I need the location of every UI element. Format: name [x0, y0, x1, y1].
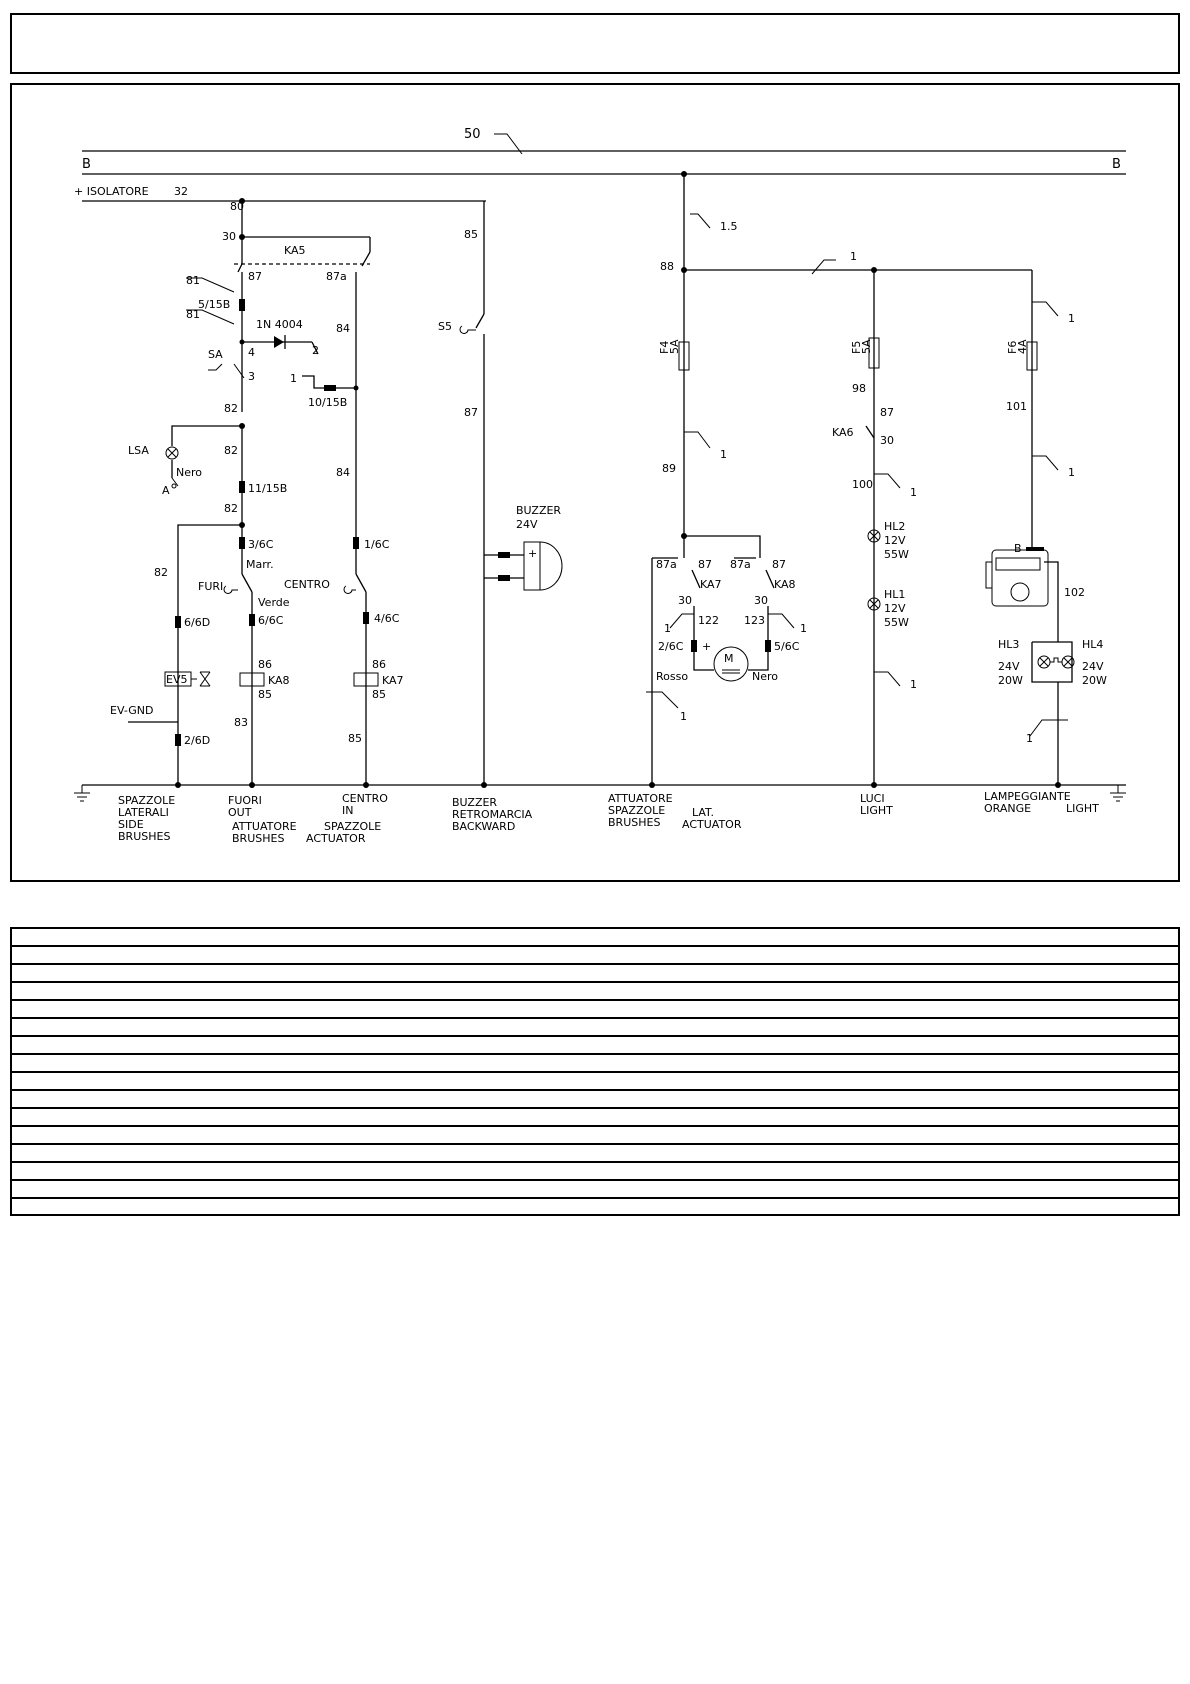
connector-1-6c [353, 537, 359, 549]
sa-2-label: 2 [312, 344, 319, 357]
table-row [12, 947, 1178, 965]
buzzer-voltage-label: 24V [516, 518, 538, 531]
caption-7-line-3: LIGHT [1066, 802, 1099, 815]
wire-84b-label: 84 [336, 466, 350, 479]
caption-2-line-2: OUT [228, 806, 252, 819]
fuse-f5-rating: 5A [860, 339, 873, 354]
hl1-voltage: 12V [884, 602, 906, 615]
wire-89-label: 89 [662, 462, 676, 475]
connector-2-6d [175, 734, 181, 746]
wire-83-label: 83 [234, 716, 248, 729]
fuse-f4-label: F4 [658, 340, 671, 354]
wire-82d-label: 82 [154, 566, 168, 579]
connector-6-6d [175, 616, 181, 628]
caption-1-line-4: BRUSHES [118, 830, 171, 843]
connector-11-15b [239, 481, 245, 493]
wiring-diagram-frame [10, 83, 1180, 882]
ka8-86-label: 86 [258, 658, 272, 671]
furi-switch-actuator [224, 586, 238, 593]
table-row [12, 1109, 1178, 1127]
wire-1-5-label: 1.5 [720, 220, 738, 233]
connector-4-6c-label: 4/6C [374, 612, 400, 625]
power-bus [74, 127, 1126, 201]
wire-1-label-a: 1 [850, 250, 857, 263]
flasher-knob [1011, 583, 1029, 601]
circuit-captions [118, 790, 1099, 845]
wire-1-label-b: 1 [720, 448, 727, 461]
table-row [12, 1163, 1178, 1181]
table-row [12, 1073, 1178, 1091]
wire-88-label: 88 [660, 260, 674, 273]
wire-102-label: 102 [1064, 586, 1085, 599]
caption-6-line-2: LIGHT [860, 804, 893, 817]
lights-circuit [832, 267, 917, 788]
sa-switch [208, 364, 244, 378]
wire-1-label-f: 1 [910, 486, 917, 499]
ka5-label: KA5 [284, 244, 306, 257]
wire-81b-label: 81 [186, 308, 200, 321]
ka6-label: KA6 [832, 426, 854, 439]
motor-m-label: M [724, 652, 734, 665]
bus-b-left-label: B [82, 157, 91, 172]
fuori-circuit [198, 426, 290, 788]
wire-81a-label: 81 [186, 274, 200, 287]
marr-label: Marr. [246, 558, 274, 571]
connector-5-15b [239, 299, 245, 311]
sa-1-label: 1 [290, 372, 297, 385]
table-row [12, 1181, 1178, 1199]
lsa-a-label: A [162, 484, 170, 497]
fuse-f6-label: F6 [1006, 340, 1019, 354]
ka7-contact-label: KA7 [700, 578, 722, 591]
caption-3-line-2: IN [342, 804, 354, 817]
flasher-plate [996, 558, 1040, 570]
table-row [12, 929, 1178, 947]
ka8-coil-label: KA8 [268, 674, 290, 687]
lsa-lamp [128, 426, 242, 497]
centro-circuit [284, 388, 404, 788]
lsa-label: LSA [128, 444, 149, 457]
connector-6-6c [249, 614, 255, 626]
caption-3-line-4: ACTUATOR [306, 832, 366, 845]
lsa-nero-label: Nero [176, 466, 203, 479]
wire-80-label: 80 [230, 200, 244, 213]
wire-82a-label: 82 [224, 402, 238, 415]
caption-5-line-2: SPAZZOLE [608, 804, 666, 817]
caption-7-line-2: ORANGE [984, 802, 1032, 815]
title-block [10, 13, 1180, 74]
isolator-label: + ISOLATORE [74, 185, 149, 198]
buzzer-label: BUZZER [516, 504, 562, 517]
rosso-label: Rosso [656, 670, 689, 683]
connector-3-6c-label: 3/6C [248, 538, 274, 551]
connector-2-6d-label: 2/6D [184, 734, 211, 747]
table-row [12, 1127, 1178, 1145]
caption-5-line-4: LAT. [692, 806, 714, 819]
connector-4-6c [363, 612, 369, 624]
table-row [12, 1019, 1178, 1037]
ka6-87-label: 87 [880, 406, 894, 419]
caption-1-line-1: SPAZZOLE [118, 794, 176, 807]
caption-2-line-1: FUORI [228, 794, 262, 807]
connector-10-15b-label: 10/15B [308, 396, 348, 409]
ka8-87a-label: 87a [730, 558, 751, 571]
ka5-87a-label: 87a [326, 270, 347, 283]
table-row [12, 1145, 1178, 1163]
caption-4-line-1: BUZZER [452, 796, 498, 809]
centro-label: CENTRO [284, 578, 330, 591]
connector-11-15b-label: 11/15B [248, 482, 288, 495]
wire-1-label-g: 1 [910, 678, 917, 691]
table-row [12, 1199, 1178, 1217]
connector-3-6c [239, 537, 245, 549]
hl3-label: HL3 [998, 638, 1020, 651]
diode-symbol [274, 336, 284, 348]
hl1-watt: 55W [884, 616, 909, 629]
connector-6-6c-label: 6/6C [258, 614, 284, 627]
ka7-86-label: 86 [372, 658, 386, 671]
caption-2-line-3: ATTUATORE [232, 820, 297, 833]
fuse-f5-label: F5 [850, 340, 863, 354]
bus-b-right-label: B [1112, 157, 1121, 172]
hl1-label: HL1 [884, 588, 906, 601]
connector-1-6c-label: 1/6C [364, 538, 390, 551]
ka5-87-label: 87 [248, 270, 262, 283]
wire-1-label-h: 1 [1068, 312, 1075, 325]
sa-3-label: 3 [248, 370, 255, 383]
revision-table [10, 927, 1180, 1216]
table-row [12, 1037, 1178, 1055]
connector-5-15b-label: 5/15B [198, 298, 231, 311]
wire-101-label: 101 [1006, 400, 1027, 413]
wire-100-label: 100 [852, 478, 873, 491]
wire-98-label: 98 [852, 382, 866, 395]
hl2-watt: 55W [884, 548, 909, 561]
hl4-watt: 20W [1082, 674, 1107, 687]
diode-label: 1N 4004 [256, 318, 303, 331]
wire-85b-label: 85 [348, 732, 362, 745]
hl2-label: HL2 [884, 520, 906, 533]
ka8-87-label: 87 [772, 558, 786, 571]
hl4-label: HL4 [1082, 638, 1104, 651]
flasher-circuit [986, 270, 1107, 788]
hl4-voltage: 24V [1082, 660, 1104, 673]
caption-1-line-2: LATERALI [118, 806, 169, 819]
caption-1-line-3: SIDE [118, 818, 144, 831]
buzzer-circuit [438, 201, 562, 788]
wire-84a-label: 84 [336, 322, 350, 335]
caption-5-line-5: ACTUATOR [682, 818, 742, 831]
wire-30-label: 30 [222, 230, 236, 243]
wire-87b-label: 87 [464, 406, 478, 419]
connector-6-6d-label: 6/6D [184, 616, 211, 629]
furi-label: FURI [198, 580, 224, 593]
wire-50-label: 50 [464, 127, 481, 142]
caption-6-line-1: LUCI [860, 792, 885, 805]
wiring-diagram [12, 85, 1178, 880]
caption-4-line-2: RETROMARCIA [452, 808, 533, 821]
connector-10-15b [324, 385, 336, 391]
ka6-30-label: 30 [880, 434, 894, 447]
hl2-voltage: 12V [884, 534, 906, 547]
motor-plus-label: + [702, 640, 712, 653]
buzzer-plus-label: + [528, 547, 538, 560]
connector-5-6c-label: 5/6C [774, 640, 800, 653]
wire-82b-label: 82 [224, 444, 238, 457]
s5-switch-actuator [460, 326, 476, 333]
ka7-87-label: 87 [698, 558, 712, 571]
ka8-85-label: 85 [258, 688, 272, 701]
ka7-85-label: 85 [372, 688, 386, 701]
wire-1-label-j: 1 [1026, 732, 1033, 745]
ka8-30-label: 30 [754, 594, 768, 607]
fuse-f4-rating: 5A [668, 339, 681, 354]
ka8-contact-label: KA8 [774, 578, 796, 591]
table-row [12, 983, 1178, 1001]
fuse-f6-rating: 4A [1016, 339, 1029, 354]
table-row [12, 1091, 1178, 1109]
wire-122-label: 122 [698, 614, 719, 627]
connector-2-6c [691, 640, 697, 652]
wire-123-label: 123 [744, 614, 765, 627]
ka7-30-label: 30 [678, 594, 692, 607]
wire-1-label-c: 1 [664, 622, 671, 635]
s5-label: S5 [438, 320, 452, 333]
ka5-circuit [186, 198, 370, 429]
ka7-coil-label: KA7 [382, 674, 404, 687]
caption-5-line-3: BRUSHES [608, 816, 661, 829]
caption-3-line-3: SPAZZOLE [324, 820, 382, 833]
caption-5-line-1: ATTUATORE [608, 792, 673, 805]
ev-gnd-label: EV-GND [110, 704, 154, 717]
wire-1-label-i: 1 [1068, 466, 1075, 479]
table-row [12, 1001, 1178, 1019]
wire-1-label-e: 1 [680, 710, 687, 723]
verde-label: Verde [258, 596, 290, 609]
sa-label: SA [208, 348, 223, 361]
wire-85a-label: 85 [464, 228, 478, 241]
ev5-circuit [110, 525, 242, 788]
wire-82c-label: 82 [224, 502, 238, 515]
sa-4-label: 4 [248, 346, 255, 359]
table-row [12, 1055, 1178, 1073]
caption-4-line-3: BACKWARD [452, 820, 516, 833]
ev5-label: EV5 [166, 673, 188, 686]
hl3-watt: 20W [998, 674, 1023, 687]
caption-3-line-1: CENTRO [342, 792, 388, 805]
connector-2-6c-label: 2/6C [658, 640, 684, 653]
caption-7-line-1: LAMPEGGIANTE [984, 790, 1071, 803]
flasher-b-label: B [1014, 542, 1022, 555]
motor-nero-label: Nero [752, 670, 779, 683]
caption-2-line-4: BRUSHES [232, 832, 285, 845]
isolator-wire-label: 32 [174, 185, 188, 198]
actuator-circuit [646, 171, 1032, 788]
ka7-87a-label: 87a [656, 558, 677, 571]
connector-5-6c [765, 640, 771, 652]
centro-switch-actuator [344, 586, 356, 593]
wire-1-label-d: 1 [800, 622, 807, 635]
table-row [12, 965, 1178, 983]
hl3-voltage: 24V [998, 660, 1020, 673]
